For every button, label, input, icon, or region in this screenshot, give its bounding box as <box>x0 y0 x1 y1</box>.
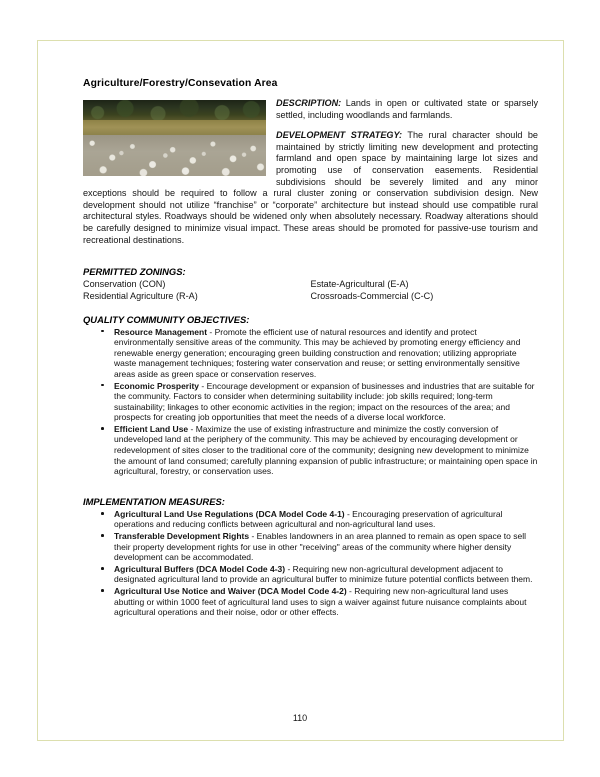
list-item <box>83 509 538 530</box>
intro-block <box>83 98 538 255</box>
page-title: Agriculture/Forestry/Consevation Area <box>83 78 278 89</box>
quality-community-objectives-list <box>83 327 538 477</box>
zoning-item: Crossroads-Commercial (C-C) <box>310 291 434 302</box>
zoning-item: Residential Agriculture (R-A) <box>83 291 198 302</box>
list-item-body: - Encourage development or expansion of businesses and industries that are suitable for the community. Factors to consider when determining suitability include: job skills required; long-term sustainability; linkages to other economic activities in the region; impact on the resources of the area; and prospects for creating job opportunities that meet the needs of a diverse local workforce. <box>114 380 535 423</box>
permitted-zonings-list <box>83 278 538 302</box>
page-number: 110 <box>292 713 308 723</box>
implementation-measures-list <box>83 509 538 618</box>
bullet-icon <box>101 512 104 515</box>
list-item-body: - Promote the efficient use of natural resources and identify and protect environmentally sensitive areas of the community. This may be achieved by promoting energy efficiency and renewable energy generation; encouraging green building construction and renovation; utilizing appropriate waste management techniques; fostering water conservation and reuse; or setting environmentally sensitive areas aside as green space or conservation reserves. <box>114 326 521 379</box>
permitted-zonings-left-column <box>83 278 311 302</box>
quality-community-objectives-heading: QUALITY COMMUNITY OBJECTIVES: <box>83 313 250 325</box>
description-text: Lands in open or cultivated state or sparsely settled, including woodlands and farmlands. <box>276 98 538 120</box>
list-item <box>83 424 538 477</box>
bullet-icon <box>101 330 104 333</box>
description-lead: DESCRIPTION: <box>276 98 342 108</box>
list-item-term: Resource Management <box>114 326 208 337</box>
bullet-icon <box>101 567 104 570</box>
permitted-zonings-right-column <box>311 278 539 302</box>
list-item-term: Efficient Land Use <box>114 423 189 434</box>
list-item-body: - Requiring new non-agricultural development adjacent to designated agricultural land to provide an agricultural buffer to minimize future potential conflicts between them. <box>114 563 533 585</box>
implementation-measures-heading: IMPLEMENTATION MEASURES: <box>83 495 225 507</box>
development-strategy-text: The rural character should be maintained by strictly limiting new development and protecting farmland and open space by maintaining large lot sizes and promoting use of conservation easements. Residential subdivisions should be severely limited and any minor exceptions should be required to follow a rural cluster zoning or conservation subdivision design. New development should not utilize “franchise” or “corporate” architecture but instead should use compatible rural architectural styles. Roadways should be widened only when absolutely necessary. Roadway alterations should be carefully designed to minimize visual impact. These areas should be promoted for passive-use tourism and recreational destinations. <box>83 130 538 245</box>
list-item-body: - Encouraging preservation of agricultural operations and reducing conflicts between agricultural and non-agricultural land uses. <box>114 508 503 530</box>
bullet-icon <box>101 427 104 430</box>
list-item <box>83 564 538 585</box>
bullet-icon <box>101 589 104 592</box>
list-item <box>83 381 538 423</box>
photo-treeline-texture <box>83 100 266 121</box>
photo-cotton-texture <box>83 135 266 176</box>
list-item-term: Economic Prosperity <box>114 380 200 391</box>
list-item-term: Agricultural Buffers (DCA Model Code 4-3) <box>114 563 286 574</box>
zoning-item: Estate-Agricultural (E-A) <box>310 279 409 290</box>
bullet-icon <box>101 384 104 387</box>
list-item-body: - Maximize the use of existing infrastructure and minimize the costly conversion of undeveloped land at the periphery of the community. This may be achieved by encouraging development or redevelopment of sites closer to the traditional core of the community; designing new development to minimize the amount of land consumed; carefully planning expansion of public infrastructure; or maintaining open space in agricultural, forestry, or conservation uses. <box>114 423 538 477</box>
photo-field-strip <box>83 120 266 137</box>
list-item <box>83 327 538 380</box>
list-item-term: Transferable Development Rights <box>114 531 250 542</box>
list-item-term: Agricultural Land Use Regulations (DCA Model Code 4-1) <box>114 508 345 519</box>
permitted-zonings-heading: PERMITTED ZONINGS: <box>83 266 186 278</box>
bullet-icon <box>101 534 104 537</box>
section-spacer <box>83 478 538 485</box>
development-strategy-lead: DEVELOPMENT STRATEGY: <box>276 130 403 141</box>
zoning-item: Conservation (CON) <box>83 279 166 290</box>
list-item-body: - Enables landowners in an area planned to remain as open space to sell their property development rights for use in other "receiving" areas of the community where higher density development can be accommodated. <box>114 531 526 563</box>
page-content <box>83 78 538 619</box>
list-item-term: Agricultural Use Notice and Waiver (DCA Model Code 4-2) <box>114 586 347 596</box>
list-item <box>83 586 538 618</box>
field-photo <box>83 100 266 176</box>
list-item-body: - Requiring new non-agricultural land uses abutting or within 1000 feet of agricultural land uses to sign a waiver against future nuisance complaints about agricultural operations and their noise, odor or other effects. <box>114 586 527 618</box>
list-item <box>83 531 538 563</box>
